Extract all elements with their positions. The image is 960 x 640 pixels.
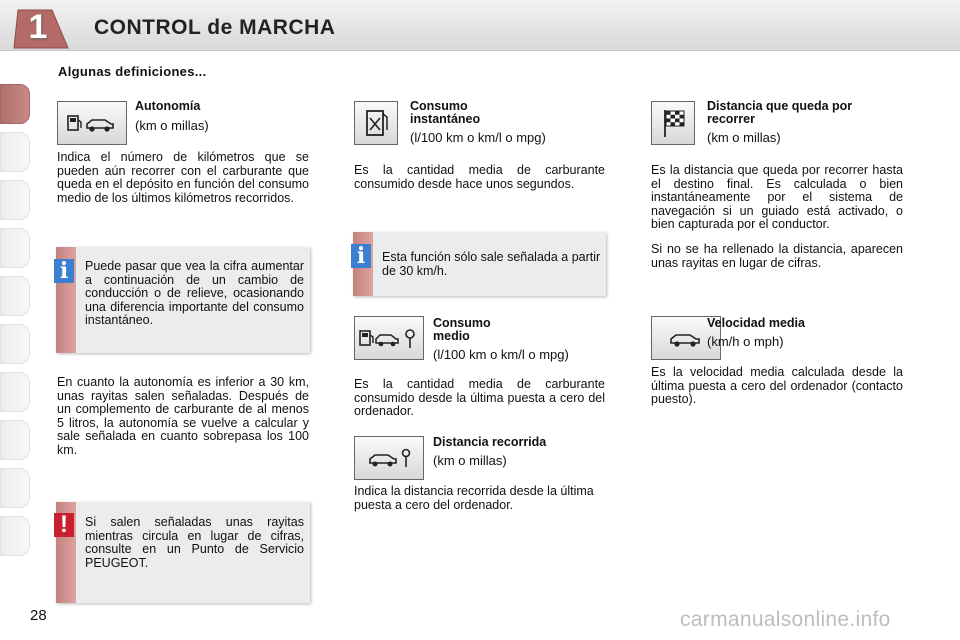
chapter-tab[interactable]	[0, 276, 30, 316]
distancia-queda-unit: (km o millas)	[707, 130, 781, 145]
consumo-medio-label-2: medio	[433, 329, 470, 343]
fuel-car-gauge-icon	[354, 316, 424, 360]
info-icon: i	[351, 244, 371, 268]
distancia-recorrida-label: Distancia recorrida	[433, 435, 547, 449]
chapter-tab[interactable]	[0, 180, 30, 220]
chapter-tab-strip	[0, 62, 30, 582]
velocidad-media-description: Es la velocidad media calculada desde la última puesta a cero del ordenador (contacto puesto).	[651, 365, 903, 406]
distancia-queda-label-1: Distancia que queda por	[707, 99, 853, 113]
consumo-instantaneo-description: Es la cantidad media de carburante consumido desde hace unos segundos.	[354, 163, 605, 191]
consumo-medio-label-1: Consumo	[433, 316, 491, 330]
warning-note	[56, 502, 310, 603]
consumo-instantaneo-label-2: instantáneo	[410, 112, 481, 126]
watermark: carmanualsonline.info	[680, 608, 891, 631]
distancia-queda-note: Si no se ha rellenado la distancia, aparecen unas rayitas en lugar de cifras.	[651, 242, 903, 270]
info-icon: i	[54, 259, 74, 283]
chapter-tab[interactable]	[0, 132, 30, 172]
chapter-tab[interactable]	[0, 324, 30, 364]
velocidad-media-unit: (km/h o mph)	[707, 334, 784, 349]
chapter-tab[interactable]	[0, 468, 30, 508]
section-heading: Algunas definiciones...	[58, 64, 207, 79]
autonomia-label: Autonomía	[135, 99, 201, 113]
checkered-flag-icon	[651, 101, 695, 145]
consumo-medio-description: Es la cantidad media de carburante consumido desde la última puesta a cero del ordenador.	[354, 377, 605, 418]
fuel-pump-icon	[354, 101, 398, 145]
chapter-tab[interactable]	[0, 372, 30, 412]
chapter-number: 1	[28, 8, 48, 46]
chapter-tab[interactable]	[0, 228, 30, 268]
chapter-tab-active[interactable]	[0, 84, 30, 124]
page-title: CONTROL de MARCHA	[94, 16, 336, 39]
car-distance-icon	[354, 436, 424, 480]
page-number: 28	[30, 607, 47, 624]
autonomia-paragraph: En cuanto la autonomía es inferior a 30 km, unas rayitas salen señaladas. Después de un complemento de carburante de al menos 5 litros, la autonomía se vuelve a calcular y sale señalada en cuanto sobrepasa los 100 km.	[57, 375, 309, 457]
velocidad-media-label: Velocidad media	[707, 316, 805, 330]
distancia-recorrida-unit: (km o millas)	[433, 453, 507, 468]
fuel-car-icon	[57, 101, 127, 145]
info-note-text: Esta función sólo sale señalada a partir de 30 km/h.	[382, 250, 601, 278]
info-note-text: Puede pasar que vea la cifra aumentar a continuación de un cambio de conducción o de relieve, ocasionando una diferencia importante del consumo instantáneo.	[85, 259, 304, 327]
info-note-consumo	[353, 232, 606, 296]
warning-note-text: Si salen señaladas unas rayitas mientras circula en lugar de cifras, consulte en un Punto de Servicio PEUGEOT.	[85, 515, 304, 570]
distancia-queda-label-2: recorrer	[707, 112, 755, 126]
chapter-tab[interactable]	[0, 516, 30, 556]
consumo-instantaneo-label-1: Consumo	[410, 99, 468, 113]
chapter-tab[interactable]	[0, 420, 30, 460]
autonomia-description: Indica el número de kilómetros que se pueden aún recorrer con el carburante que queda en el depósito en función del consumo medio de los últimos kilómetros recorridos.	[57, 150, 309, 205]
consumo-medio-unit: (l/100 km o km/l o mpg)	[433, 347, 569, 362]
distancia-queda-description: Es la distancia que queda por recorrer hasta el destino final. Es calculada o bien instantáneamente por el sistema de navegación si un guiado está activado, o bien capturada por el conductor.	[651, 163, 903, 231]
consumo-instantaneo-unit: (l/100 km o km/l o mpg)	[410, 130, 546, 145]
distancia-recorrida-description: Indica la distancia recorrida desde la última puesta a cero del ordenador.	[354, 484, 594, 512]
autonomia-unit: (km o millas)	[135, 118, 209, 133]
warning-icon: !	[54, 513, 74, 537]
info-note-autonomia	[56, 247, 310, 353]
